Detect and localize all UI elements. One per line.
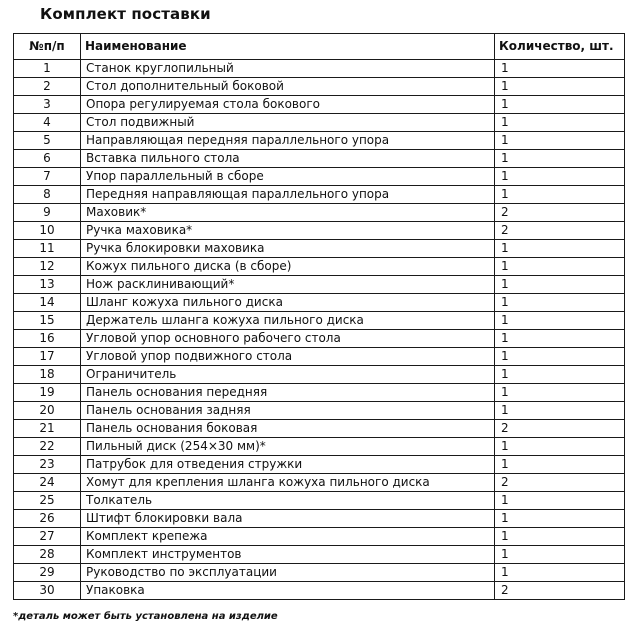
- row-qty: 1: [495, 168, 625, 186]
- table-row: [14, 348, 625, 366]
- table-row: [14, 150, 625, 168]
- table-body: [14, 60, 625, 600]
- row-num: 18: [14, 366, 81, 384]
- row-num: 6: [14, 150, 81, 168]
- row-name: Направляющая передняя параллельного упора: [81, 132, 495, 150]
- table-row: [14, 60, 625, 78]
- table-row: [14, 258, 625, 276]
- row-num: 25: [14, 492, 81, 510]
- row-qty: 2: [495, 204, 625, 222]
- row-name: Кожух пильного диска (в сборе): [81, 258, 495, 276]
- row-qty: 1: [495, 546, 625, 564]
- table-row: [14, 222, 625, 240]
- row-name: Ограничитель: [81, 366, 495, 384]
- table-row: [14, 312, 625, 330]
- row-qty: 2: [495, 420, 625, 438]
- row-name: Маховик*: [81, 204, 495, 222]
- table-row: [14, 546, 625, 564]
- row-name: Вставка пильного стола: [81, 150, 495, 168]
- row-qty: 1: [495, 150, 625, 168]
- row-name: Угловой упор основного рабочего стола: [81, 330, 495, 348]
- row-name: Шланг кожуха пильного диска: [81, 294, 495, 312]
- row-num: 15: [14, 312, 81, 330]
- row-qty: 2: [495, 222, 625, 240]
- row-num: 10: [14, 222, 81, 240]
- row-qty: 1: [495, 366, 625, 384]
- row-num: 7: [14, 168, 81, 186]
- table-row: [14, 456, 625, 474]
- row-num: 4: [14, 114, 81, 132]
- row-qty: 1: [495, 78, 625, 96]
- table-row: [14, 420, 625, 438]
- table-row: [14, 510, 625, 528]
- row-qty: 1: [495, 348, 625, 366]
- row-qty: 1: [495, 186, 625, 204]
- row-name: Нож расклинивающий*: [81, 276, 495, 294]
- row-num: 12: [14, 258, 81, 276]
- row-qty: 1: [495, 492, 625, 510]
- row-qty: 1: [495, 258, 625, 276]
- row-num: 3: [14, 96, 81, 114]
- row-name: Панель основания боковая: [81, 420, 495, 438]
- row-num: 29: [14, 564, 81, 582]
- table-row: [14, 276, 625, 294]
- table-row: [14, 366, 625, 384]
- table-header: [14, 34, 625, 60]
- row-num: 16: [14, 330, 81, 348]
- row-name: Панель основания передняя: [81, 384, 495, 402]
- row-num: 17: [14, 348, 81, 366]
- row-name: Держатель шланга кожуха пильного диска: [81, 312, 495, 330]
- table-row: [14, 240, 625, 258]
- table-row: [14, 114, 625, 132]
- row-name: Стол подвижный: [81, 114, 495, 132]
- row-name: Станок круглопильный: [81, 60, 495, 78]
- table-row: [14, 402, 625, 420]
- row-num: 2: [14, 78, 81, 96]
- row-name: Передняя направляющая параллельного упора: [81, 186, 495, 204]
- row-qty: 1: [495, 276, 625, 294]
- table-row: [14, 528, 625, 546]
- row-num: 8: [14, 186, 81, 204]
- row-num: 1: [14, 60, 81, 78]
- table-row: [14, 96, 625, 114]
- row-num: 21: [14, 420, 81, 438]
- row-name: Комплект крепежа: [81, 528, 495, 546]
- supply-table: [13, 33, 625, 600]
- row-qty: 1: [495, 402, 625, 420]
- table-row: [14, 474, 625, 492]
- header-num: №п/п: [14, 34, 81, 60]
- row-name: Ручка блокировки маховика: [81, 240, 495, 258]
- row-name: Стол дополнительный боковой: [81, 78, 495, 96]
- row-qty: 1: [495, 114, 625, 132]
- row-qty: 1: [495, 438, 625, 456]
- row-name: Упаковка: [81, 582, 495, 600]
- row-name: Толкатель: [81, 492, 495, 510]
- row-qty: 1: [495, 510, 625, 528]
- row-name: Штифт блокировки вала: [81, 510, 495, 528]
- row-qty: 1: [495, 240, 625, 258]
- row-name: Патрубок для отведения стружки: [81, 456, 495, 474]
- table-row: [14, 330, 625, 348]
- row-num: 19: [14, 384, 81, 402]
- row-num: 28: [14, 546, 81, 564]
- row-num: 27: [14, 528, 81, 546]
- row-qty: 1: [495, 132, 625, 150]
- row-num: 30: [14, 582, 81, 600]
- header-row: [14, 34, 625, 60]
- table-row: [14, 564, 625, 582]
- row-name: Комплект инструментов: [81, 546, 495, 564]
- row-num: 5: [14, 132, 81, 150]
- row-name: Хомут для крепления шланга кожуха пильного диска: [81, 474, 495, 492]
- row-num: 14: [14, 294, 81, 312]
- row-name: Ручка маховика*: [81, 222, 495, 240]
- table-row: [14, 186, 625, 204]
- row-qty: 1: [495, 330, 625, 348]
- row-name: Упор параллельный в сборе: [81, 168, 495, 186]
- row-name: Руководство по эксплуатации: [81, 564, 495, 582]
- row-num: 26: [14, 510, 81, 528]
- row-num: 23: [14, 456, 81, 474]
- table-row: [14, 168, 625, 186]
- row-qty: 1: [495, 312, 625, 330]
- table-row: [14, 204, 625, 222]
- row-qty: 1: [495, 96, 625, 114]
- table-row: [14, 78, 625, 96]
- row-num: 9: [14, 204, 81, 222]
- header-name: Наименование: [81, 34, 495, 60]
- footnote: *деталь может быть установлена на изделие: [13, 611, 278, 622]
- row-name: Угловой упор подвижного стола: [81, 348, 495, 366]
- table-row: [14, 384, 625, 402]
- table-row: [14, 438, 625, 456]
- row-qty: 2: [495, 474, 625, 492]
- page-title: Комплект поставки: [40, 5, 211, 23]
- row-qty: 1: [495, 60, 625, 78]
- row-qty: 1: [495, 564, 625, 582]
- row-qty: 2: [495, 582, 625, 600]
- row-num: 11: [14, 240, 81, 258]
- table-row: [14, 132, 625, 150]
- table-row: [14, 294, 625, 312]
- table-row: [14, 582, 625, 600]
- row-num: 22: [14, 438, 81, 456]
- row-qty: 1: [495, 528, 625, 546]
- row-num: 13: [14, 276, 81, 294]
- row-qty: 1: [495, 384, 625, 402]
- table-row: [14, 492, 625, 510]
- header-qty: Количество, шт.: [495, 34, 625, 60]
- row-name: Опора регулируемая стола бокового: [81, 96, 495, 114]
- row-qty: 1: [495, 456, 625, 474]
- row-name: Пильный диск (254×30 мм)*: [81, 438, 495, 456]
- row-qty: 1: [495, 294, 625, 312]
- row-num: 24: [14, 474, 81, 492]
- row-name: Панель основания задняя: [81, 402, 495, 420]
- row-num: 20: [14, 402, 81, 420]
